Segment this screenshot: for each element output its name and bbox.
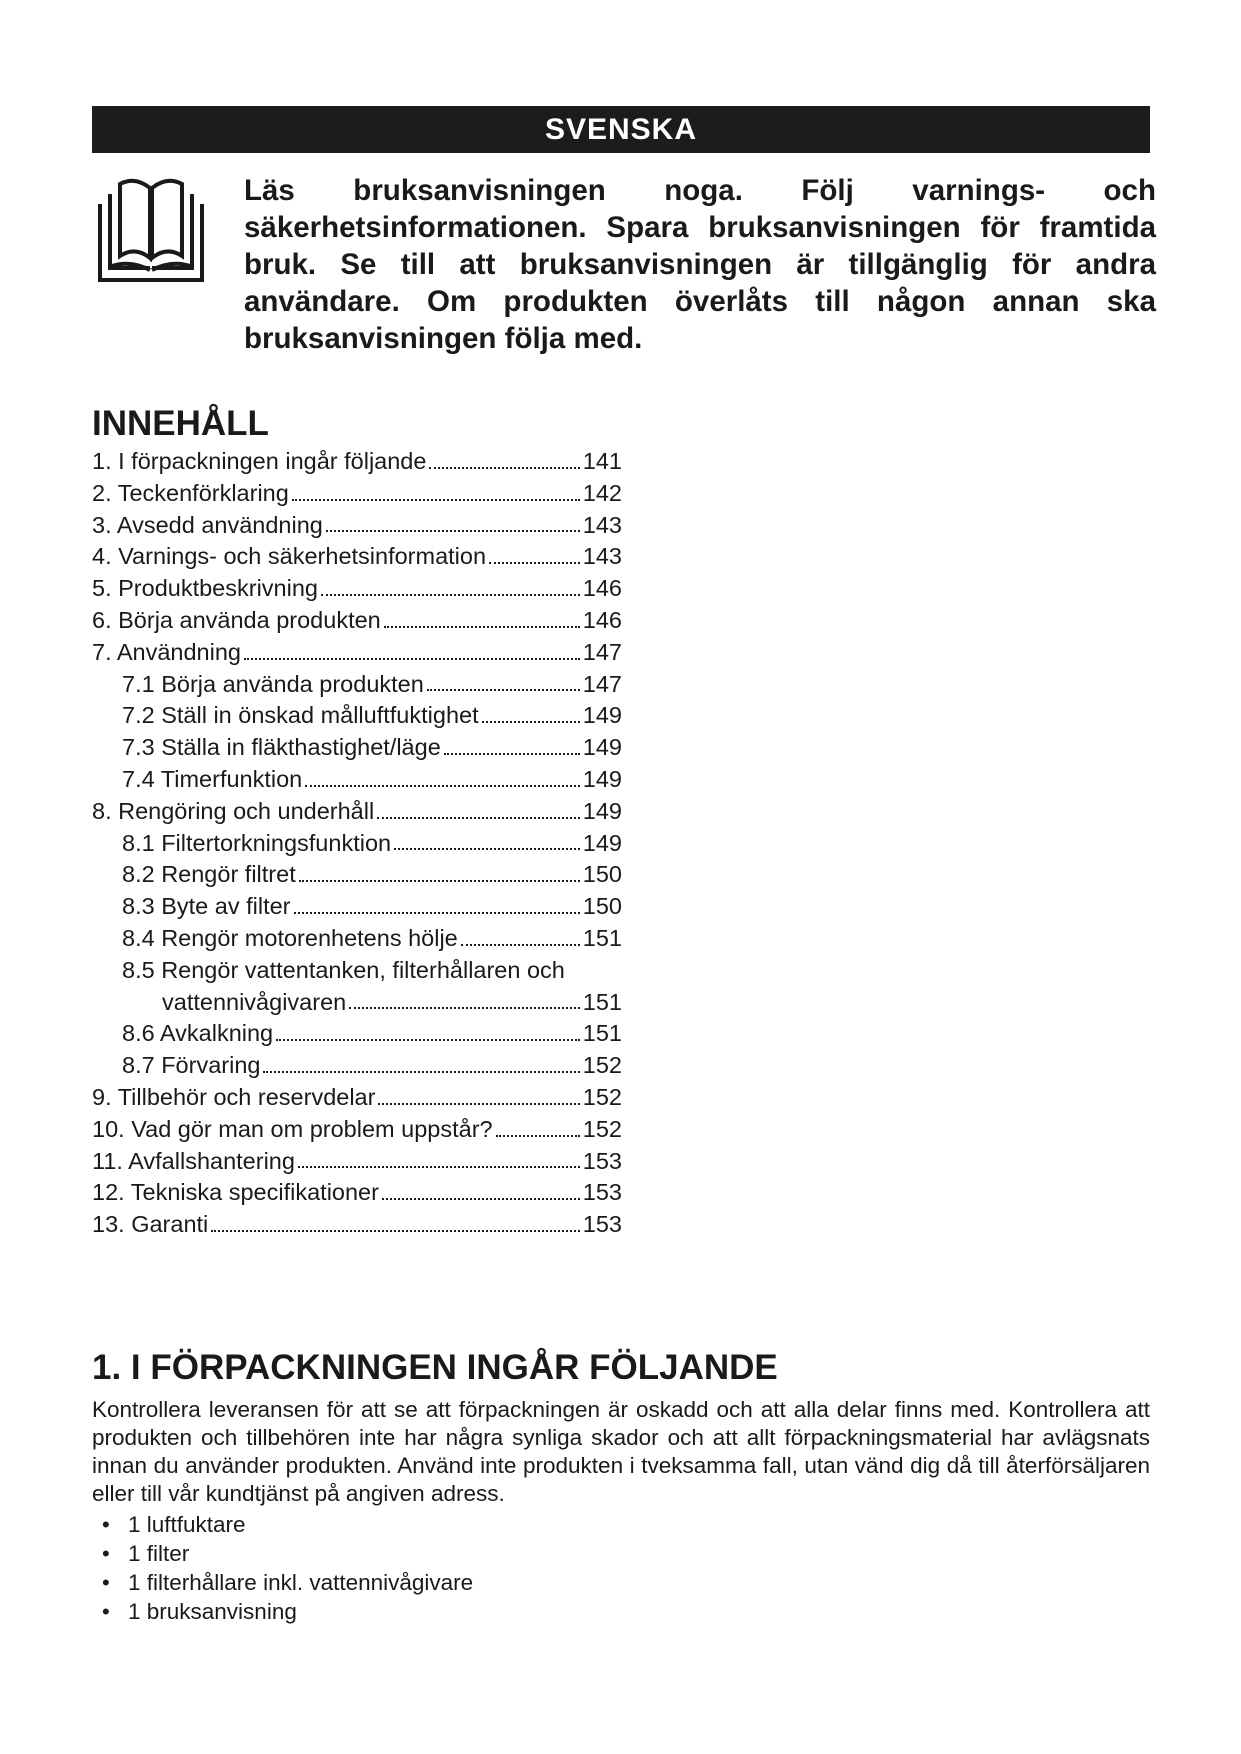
book-icon: [90, 176, 212, 284]
list-item: • 1 filterhållare inkl. vattennivågivare: [92, 1568, 473, 1597]
toc-subentry[interactable]: 7.4 Timerfunktion 149: [122, 765, 622, 792]
toc-subentry[interactable]: 7.3 Ställa in fläkthastighet/läge 149: [122, 734, 622, 761]
toc-entry[interactable]: 4. Varnings- och säkerhetsinformation 143: [92, 543, 622, 570]
toc-entry[interactable]: 6. Börja använda produkten 146: [92, 606, 622, 633]
list-item: • 1 bruksanvisning: [92, 1597, 473, 1626]
contents-list: [92, 1510, 473, 1626]
toc-subentry[interactable]: 8.4 Rengör motorenhetens hölje 151: [122, 924, 622, 951]
toc-subentry[interactable]: 7.2 Ställ in önskad målluftfuktighet 149: [122, 702, 622, 729]
toc-entry[interactable]: 9. Tillbehör och reservdelar 152: [92, 1083, 622, 1110]
table-of-contents: [92, 446, 622, 1241]
toc-entry[interactable]: 7. Användning 147: [92, 638, 622, 665]
toc-subentry[interactable]: 8.7 Förvaring 152: [122, 1052, 622, 1079]
toc-subentry[interactable]: 8.3 Byte av filter 150: [122, 893, 622, 920]
toc-subentry[interactable]: 8.6 Avkalkning 151: [122, 1020, 622, 1047]
toc-entry[interactable]: 5. Produktbeskrivning 146: [92, 575, 622, 602]
toc-subentry[interactable]: 8.1 Filtertorkningsfunktion 149: [122, 829, 622, 856]
language-header: SVENSKA: [92, 106, 1150, 153]
toc-entry[interactable]: 10. Vad gör man om problem uppstår? 152: [92, 1115, 622, 1142]
toc-entry[interactable]: 12. Tekniska specifikationer 153: [92, 1179, 622, 1206]
toc-entry[interactable]: 13. Garanti 153: [92, 1211, 622, 1238]
section-title: 1. I FÖRPACKNINGEN INGÅR FÖLJANDE: [92, 1348, 778, 1387]
section-body: Kontrollera leveransen för att se att förpackningen är oskadd och att alla delar finns med. Kontrollera att produkten och tillbehören inte har några synliga skador och att allt förpackningsmaterial har avlägsnats innan du använder produkten. Använd inte produkten i tveksamma fall, utan vänd dig då till återförsäljaren eller till vår kundtjänst på angiven adress.: [92, 1397, 1150, 1506]
toc-entry[interactable]: 1. I förpackningen ingår följande 141: [92, 448, 622, 474]
toc-entry[interactable]: 2. Teckenförklaring 142: [92, 479, 622, 506]
toc-subentry[interactable]: 8.2 Rengör filtret 150: [122, 861, 622, 888]
toc-subentry[interactable]: 7.1 Börja använda produkten 147: [122, 670, 622, 697]
intro-notice: Läs bruksanvisningen noga. Följ varnings- och säkerhetsinformationen. Spara bruksanvisningen för framtida bruk. Se till att bruksanvisningen är tillgänglig för andra användare. Om produkten överlåts till någon annan ska bruksanvisningen följa med.: [244, 174, 1156, 355]
toc-entry[interactable]: 11. Avfallshantering 153: [92, 1147, 622, 1174]
toc-subentry[interactable]: 8.5 Rengör vattentanken, filterhållaren och: [122, 956, 565, 983]
list-item: • 1 luftfuktare: [92, 1510, 473, 1539]
list-item: • 1 filter: [92, 1539, 473, 1568]
toc-entry[interactable]: 8. Rengöring och underhåll 149: [92, 797, 622, 824]
toc-subentry-continued[interactable]: vattennivågivaren 151: [162, 988, 622, 1015]
toc-entry[interactable]: 3. Avsedd användning 143: [92, 511, 622, 538]
toc-title: INNEHÅLL: [92, 404, 269, 443]
